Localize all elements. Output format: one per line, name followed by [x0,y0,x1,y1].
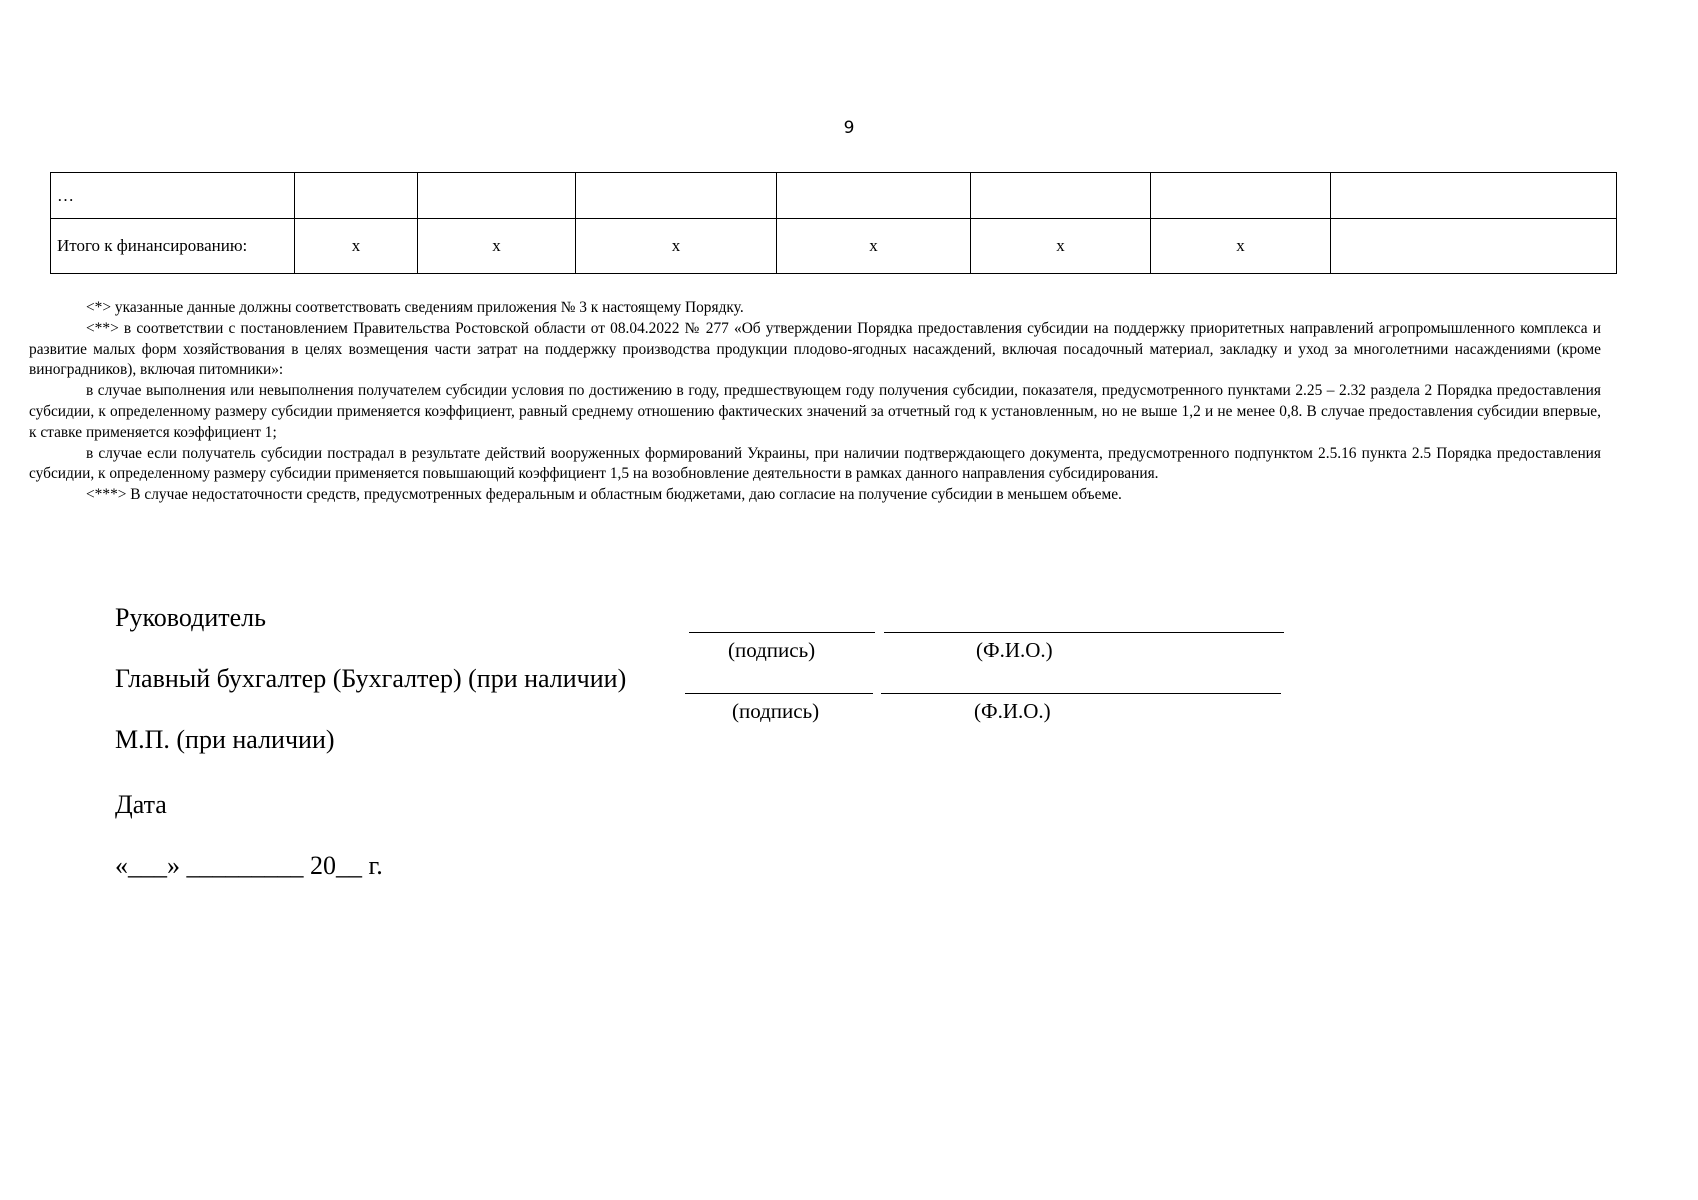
table-cell: x [576,219,777,274]
head-name-line[interactable] [884,632,1284,633]
table-cell [1331,173,1617,219]
head-signature-line[interactable] [689,632,875,633]
table-cell [1331,219,1617,274]
accountant-signature-line[interactable] [685,693,873,694]
table-cell: x [1151,219,1331,274]
page-number: 9 [843,118,855,138]
accountant-name-line[interactable] [881,693,1281,694]
table-cell [576,173,777,219]
footnote-2-paragraph-b: в случае если получатель субсидии пострадал в результате действий вооруженных формирований Украины, при наличии подтверждающего документа, предусмотренного подпунктом 2.5.16 пункта 2.5 Порядка предоставления субсидии, к определенному размеру субсидии применяется повышающий коэффициент 1,5 на возобновление деятельности в рамках данного направления субсидирования. [29,444,1601,483]
table-row [51,173,1617,219]
table-cell: x [295,219,418,274]
footnote-2: <**> в соответствии с постановлением Правительства Ростовской области от 08.04.2022 № 277 «Об утверждении Порядка предоставления субсидии на поддержку приоритетных направлений агропромышленного комплекса и развитие малых форм хозяйствования в целях возмещения части затрат на поддержку производства продукции плодово-ягодных насаждений, включая посадочный материал, закладку и уход за многолетними насаждениями (кроме виноградников), включая питомники»: [29,319,1601,379]
table-cell-label: Итого к финансированию: [51,219,295,274]
head-label: Руководитель [115,603,266,632]
footnote-2-paragraph-a: в случае выполнения или невыполнения получателем субсидии условия по достижению в году, предшествующем году получения субсидии, показателя, предусмотренного пунктами 2.25 – 2.32 раздела 2 Порядка предоставления субсидии, к определенному размеру субсидии применяется коэффициент, равный среднему отношению фактических значений за отчетный год к установленным, но не выше 1,2 и не менее 0,8. В случае предоставления субсидии впервые, к ставке применяется коэффициент 1; [29,382,1601,441]
head-signature-caption: (подпись) [728,638,816,662]
table-cell [1151,173,1331,219]
footnotes [29,298,1601,506]
table-cell: x [418,219,576,274]
date-field[interactable]: «___» _________ 20__ г. [115,851,383,880]
date-label: Дата [115,790,167,819]
accountant-name-caption: (Ф.И.О.) [974,699,1051,723]
table-cell: x [777,219,971,274]
accountant-signature-caption: (подпись) [732,699,820,723]
table-cell [418,173,576,219]
accountant-label: Главный бухгалтер (Бухгалтер) (при наличии) [115,664,627,693]
table-cell [971,173,1151,219]
footnote-3: <***> В случае недостаточности средств, предусмотренных федеральным и областным бюджетами, даю согласие на получение субсидии в меньшем объеме. [86,486,1122,504]
table-cell [295,173,418,219]
table-cell-label: … [51,173,295,219]
footnote-1: <*> указанные данные должны соответствовать сведениям приложения № 3 к настоящему Порядку. [86,299,744,316]
financing-table [50,172,1617,274]
table-cell: x [971,219,1151,274]
head-name-caption: (Ф.И.О.) [976,638,1053,662]
table-row-total [51,219,1617,274]
table-cell [777,173,971,219]
stamp-label: М.П. (при наличии) [115,725,335,754]
